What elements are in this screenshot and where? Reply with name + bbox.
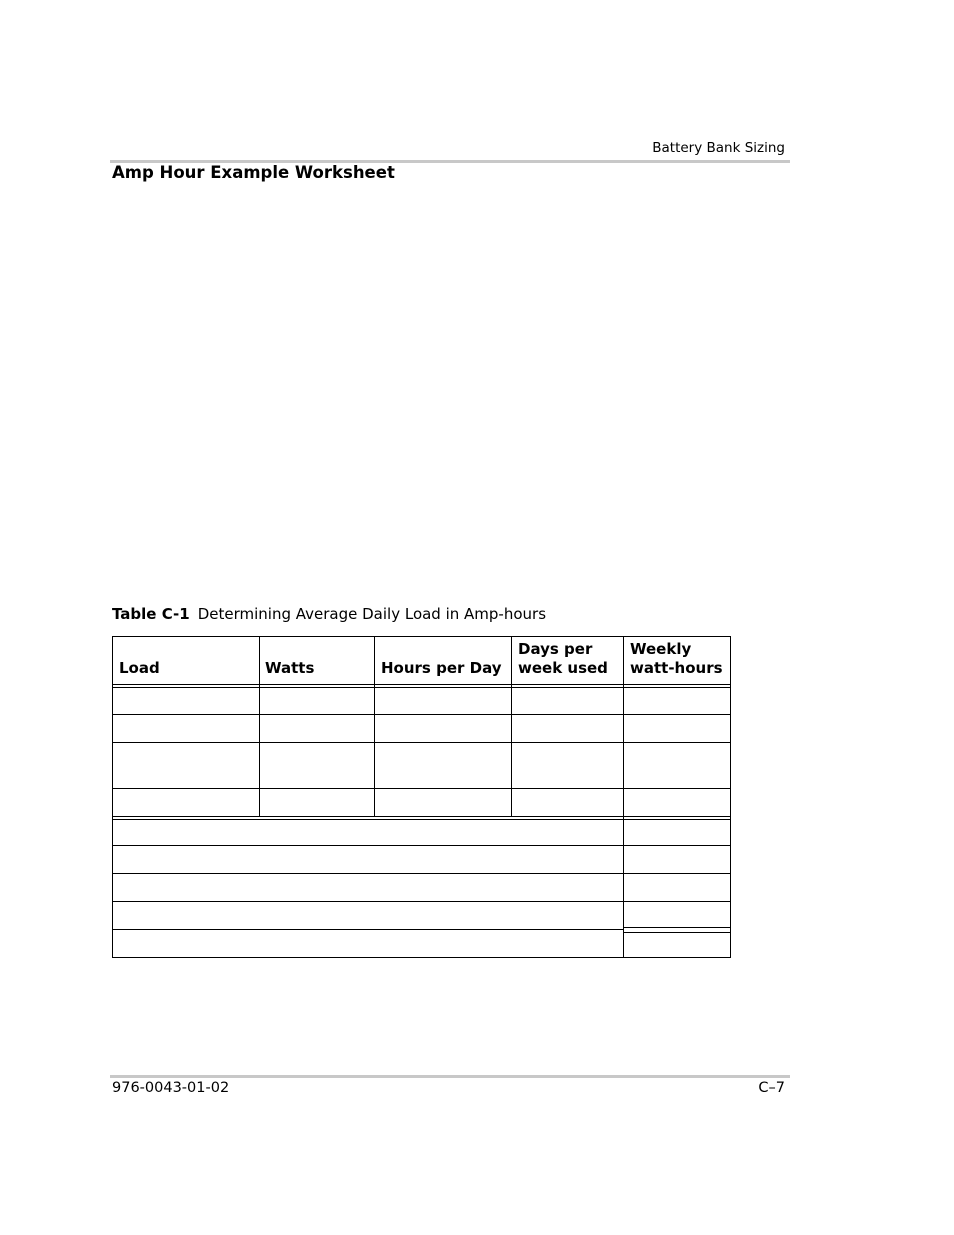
col-header-weekly-watt-hours xyxy=(630,640,723,678)
summary-row-divider xyxy=(113,873,730,874)
section-title: Amp Hour Example Worksheet xyxy=(112,163,395,182)
footer-rule xyxy=(110,1075,790,1078)
row-divider xyxy=(113,714,730,715)
col-header-weekly-line2: watt-hours xyxy=(630,659,723,677)
col-divider-3 xyxy=(511,637,512,816)
row-divider xyxy=(113,742,730,743)
col-divider-4 xyxy=(623,637,624,957)
col-header-hours-per-day: Hours per Day xyxy=(381,659,502,677)
summary-row-divider xyxy=(113,901,623,902)
col-header-weekly-line1: Weekly xyxy=(630,640,692,658)
summary-row-divider xyxy=(113,845,730,846)
col-header-load: Load xyxy=(119,659,160,677)
col-divider-2 xyxy=(374,637,375,816)
worksheet-table xyxy=(112,636,731,958)
summary-row-divider xyxy=(623,901,730,902)
row-divider xyxy=(113,788,730,789)
final-cell-rule-b xyxy=(623,932,730,933)
summary-rule-a xyxy=(113,816,730,817)
header-rule-a xyxy=(113,684,730,685)
col-divider-1 xyxy=(259,637,260,816)
header-rule-b xyxy=(113,687,730,688)
table-caption-text: Determining Average Daily Load in Amp-hours xyxy=(197,605,547,623)
doc-number: 976-0043-01-02 xyxy=(112,1080,230,1096)
col-header-days-per-week xyxy=(518,640,608,678)
table-caption xyxy=(112,605,546,623)
running-header: Battery Bank Sizing xyxy=(652,140,785,156)
col-header-days-line2: week used xyxy=(518,659,608,677)
col-header-watts: Watts xyxy=(265,659,315,677)
summary-row-divider xyxy=(113,929,623,930)
final-cell-rule-a xyxy=(623,927,730,928)
col-header-days-line1: Days per xyxy=(518,640,593,658)
summary-rule-b xyxy=(113,819,730,820)
page-number: C–7 xyxy=(758,1080,785,1096)
table-caption-number: Table C-1 xyxy=(112,605,190,623)
